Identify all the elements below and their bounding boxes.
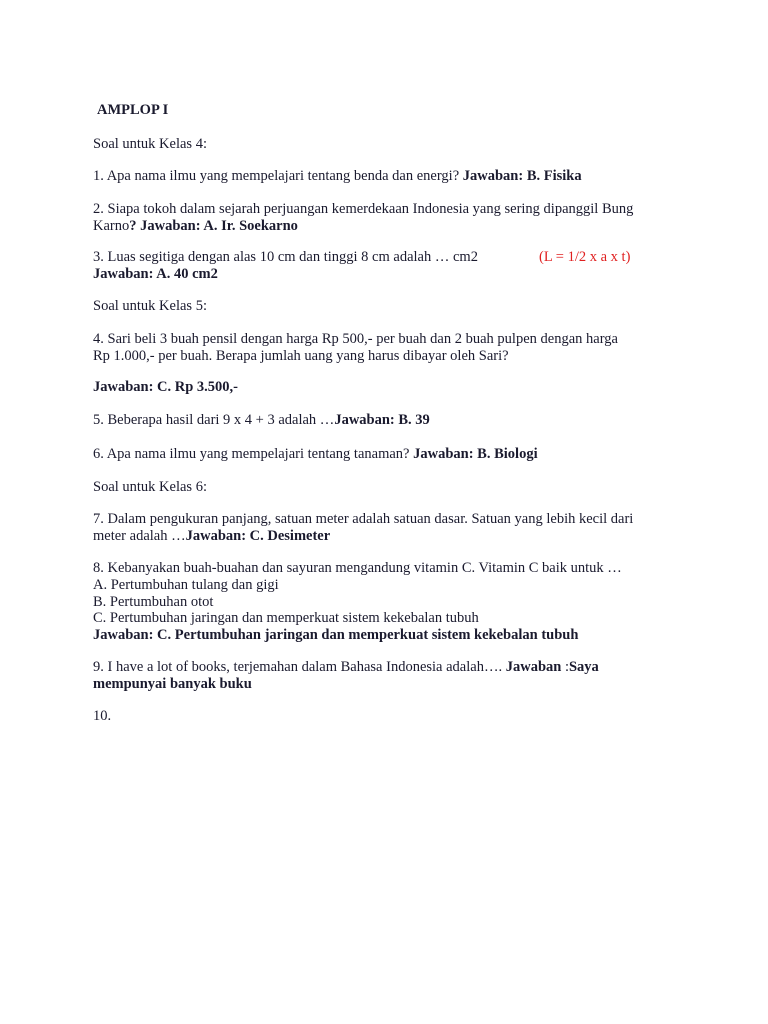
question-3-text: 3. Luas segitiga dengan alas 10 cm dan tinggi 8 cm adalah … cm2 xyxy=(93,249,478,265)
document-title: AMPLOP I xyxy=(97,102,169,118)
question-9 xyxy=(93,659,599,676)
kelas4-heading: Soal untuk Kelas 4: xyxy=(93,136,207,152)
question-4-answer: Jawaban: C. Rp 3.500,- xyxy=(93,379,239,395)
question-4-line2: Rp 1.000,- per buah. Berapa jumlah uang yang harus dibayar oleh Sari? xyxy=(93,348,509,364)
question-2-text: Karno xyxy=(93,218,130,234)
question-8-answer: Jawaban: C. Pertumbuhan jaringan dan memperkuat sistem kekebalan tubuh xyxy=(93,627,579,643)
question-9-answer-label: Jawaban xyxy=(505,659,562,675)
question-1 xyxy=(93,168,582,185)
question-2-answer: ? Jawaban: A. Ir. Soekarno xyxy=(129,218,298,234)
question-5-answer: Jawaban: B. 39 xyxy=(334,412,430,428)
question-1-text: 1. Apa nama ilmu yang mempelajari tentang benda dan energi? xyxy=(93,168,463,184)
kelas5-heading: Soal untuk Kelas 5: xyxy=(93,298,207,314)
question-8-option-b: B. Pertumbuhan otot xyxy=(93,594,214,610)
question-5 xyxy=(93,412,430,429)
question-6-answer: Jawaban: B. Biologi xyxy=(413,446,538,462)
question-8-option-a: A. Pertumbuhan tulang dan gigi xyxy=(93,577,279,593)
question-9-answer-line2: mempunyai banyak buku xyxy=(93,676,252,692)
question-3-answer: Jawaban: A. 40 cm2 xyxy=(93,266,218,282)
question-10: 10. xyxy=(93,708,112,724)
question-6 xyxy=(93,446,538,463)
question-8-text: 8. Kebanyakan buah-buahan dan sayuran mengandung vitamin C. Vitamin C baik untuk … xyxy=(93,560,622,576)
question-8-option-c: C. Pertumbuhan jaringan dan memperkuat sistem kekebalan tubuh xyxy=(93,610,479,626)
kelas6-heading: Soal untuk Kelas 6: xyxy=(93,479,207,495)
question-9-answer-separator: : xyxy=(561,659,569,675)
question-7-answer: Jawaban: C. Desimeter xyxy=(185,528,331,544)
question-7-text: meter adalah … xyxy=(93,528,186,544)
question-9-text: 9. I have a lot of books, terjemahan dalam Bahasa Indonesia adalah…. xyxy=(93,659,506,675)
question-3-hint: (L = 1/2 x a x t) xyxy=(539,249,631,265)
question-9-answer-line1: Saya xyxy=(568,659,599,675)
question-7-line1: 7. Dalam pengukuran panjang, satuan meter adalah satuan dasar. Satuan yang lebih kecil dari xyxy=(93,511,634,527)
question-7-line2 xyxy=(93,528,330,545)
question-4-line1: 4. Sari beli 3 buah pensil dengan harga Rp 500,- per buah dan 2 buah pulpen dengan harga xyxy=(93,331,618,347)
question-5-text: 5. Beberapa hasil dari 9 x 4 + 3 adalah … xyxy=(93,412,335,428)
question-1-answer: Jawaban: B. Fisika xyxy=(462,168,582,184)
question-2-line2 xyxy=(93,218,298,235)
question-6-text: 6. Apa nama ilmu yang mempelajari tentang tanaman? xyxy=(93,446,414,462)
question-2-line1: 2. Siapa tokoh dalam sejarah perjuangan kemerdekaan Indonesia yang sering dipanggil Bung xyxy=(93,201,634,217)
